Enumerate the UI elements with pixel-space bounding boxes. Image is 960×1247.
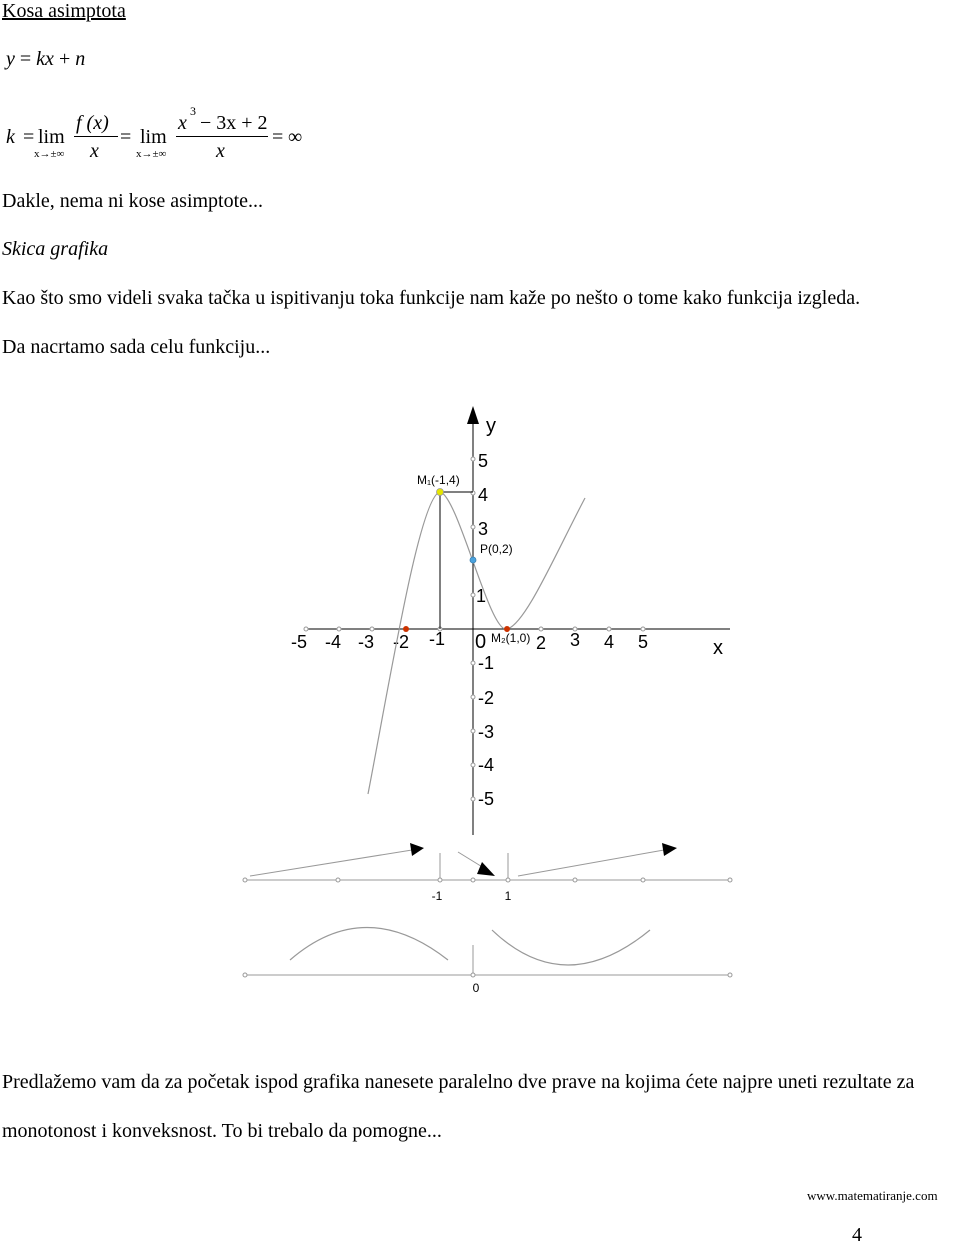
paragraph-help: monotonost i konveksnost. To bi trebalo da pomogne... (2, 1120, 442, 1142)
monotonicity-tick (506, 878, 510, 882)
paragraph-suggestion: Predlažemo vam da za početak ispod grafika nanesete paralelno dve prave na kojima ćete najpre uneti rezultate za (2, 1071, 915, 1093)
y-tick-label: -2 (478, 688, 495, 708)
lim-2: lim (140, 126, 167, 148)
fraction-1-numerator: f (x) (76, 112, 109, 134)
y-axis-label: y (486, 415, 496, 437)
local-maximum-point (437, 489, 444, 496)
y-tick-label: 4 (478, 485, 489, 505)
x-tick-label: -4 (324, 632, 342, 652)
fraction-1-bar (74, 136, 118, 137)
y-tick-label: -1 (478, 653, 495, 673)
max-point-label: M₁(-1,4) (417, 473, 460, 487)
convexity-strip (243, 928, 732, 996)
monotonicity-tick (728, 878, 732, 882)
eq-sign-3: = (272, 126, 284, 148)
y-tick-mark (471, 593, 475, 597)
formula-kx: kx (36, 48, 54, 70)
convexity-label: 0 (472, 981, 480, 995)
decreasing-arrow (458, 852, 484, 868)
section-title-oblique-asymptote: Kosa asimptota (2, 0, 126, 22)
fraction-2-numerator-base: x (178, 112, 187, 134)
concave-arc (290, 928, 448, 961)
y-tick-mark (471, 729, 475, 733)
convexity-tick (728, 973, 732, 977)
y-tick-mark (471, 661, 475, 665)
fraction-2-denominator: x (216, 140, 225, 162)
formula-n: n (75, 48, 86, 70)
monotonicity-tick (573, 878, 577, 882)
arrow-down-icon (477, 862, 495, 876)
y-tick-labels (476, 451, 494, 809)
k-symbol: k (6, 126, 15, 148)
x-tick-label: -2 (392, 632, 410, 652)
fraction-2-numerator-rest: − 3x + 2 (200, 112, 268, 134)
y-tick-label: 3 (478, 519, 489, 539)
arrow-up-icon (662, 843, 677, 856)
zero-point-left (403, 626, 409, 632)
x-tick-labels (291, 629, 648, 653)
y-tick-label: -4 (478, 755, 495, 775)
website-link[interactable]: www.matematiranje.com (807, 1188, 938, 1203)
x-tick-mark (641, 627, 645, 631)
fraction-2-bar (176, 136, 268, 137)
y-tick-mark (471, 797, 475, 801)
arrow-up-icon (410, 843, 424, 856)
x-tick-label: 3 (569, 630, 581, 650)
x-tick-label: 5 (637, 632, 649, 652)
fraction-2-numerator-exponent: 3 (190, 104, 196, 118)
y-tick-mark (471, 457, 475, 461)
x-tick-mark (607, 627, 611, 631)
convexity-tick (243, 973, 247, 977)
x-tick-label: 4 (603, 632, 615, 652)
monotonicity-tick (243, 878, 247, 882)
x-tick-mark (539, 627, 543, 631)
paragraph-intro: Kao što smo videli svaka tačka u ispitivanju toka funkcije nam kaže po nešto o tome kako funkcija izgleda. (2, 287, 861, 309)
monotonicity-label-right: 1 (504, 889, 512, 903)
y-tick-mark (471, 763, 475, 767)
section-title-sketch: Skica grafika (2, 238, 109, 260)
function-graph (0, 390, 960, 1010)
x-tick-mark (337, 627, 341, 631)
monotonicity-tick (641, 878, 645, 882)
eq-sign-1: = (23, 126, 35, 148)
monotonicity-tick (336, 878, 340, 882)
formula-plus: + (58, 48, 71, 70)
infinity-symbol: ∞ (288, 126, 303, 148)
y-intercept-label: P(0,2) (480, 542, 513, 556)
y-tick-label: -5 (478, 789, 495, 809)
lim-2-subscript: x→±∞ (136, 148, 167, 160)
page-number: 4 (852, 1224, 862, 1246)
x-tick-label: -3 (357, 632, 375, 652)
x-tick-mark (304, 627, 308, 631)
fraction-1-denominator: x (90, 140, 99, 162)
monotonicity-tick (471, 878, 475, 882)
eq-sign-2: = (120, 126, 132, 148)
y-tick-label: 5 (478, 451, 489, 471)
y-tick-label: 1 (476, 586, 487, 606)
y-tick-mark (471, 525, 475, 529)
formula-y: y (6, 48, 15, 70)
x-tick-label: 2 (535, 633, 547, 653)
x-axis-label: x (713, 637, 723, 659)
limit-formula (0, 104, 320, 162)
paragraph-draw: Da nacrtamo sada celu funkciju... (2, 336, 271, 358)
paragraph-no-oblique-asymptote: Dakle, nema ni kose asimptote... (2, 190, 264, 212)
x-tick-mark (370, 627, 374, 631)
convexity-tick (471, 973, 475, 977)
y-tick-mark (471, 695, 475, 699)
monotonicity-label-left: -1 (431, 889, 443, 903)
increasing-arrow-right (518, 850, 664, 876)
y-intercept-point (470, 557, 476, 563)
origin-label: 0 (475, 631, 487, 653)
asymptote-formula (6, 48, 85, 71)
convex-arc (492, 930, 650, 965)
monotonicity-tick (438, 878, 442, 882)
lim-1-subscript: x→±∞ (34, 148, 65, 160)
lim-1: lim (38, 126, 65, 148)
formula-eq: = (19, 48, 32, 70)
y-tick-label: -3 (478, 722, 495, 742)
x-tick-label: -1 (428, 629, 446, 649)
increasing-arrow-left (250, 850, 412, 876)
min-point-label: M₂(1,0) (491, 631, 531, 645)
monotonicity-strip (243, 843, 732, 903)
x-tick-label: -5 (290, 632, 308, 652)
y-axis-arrow-icon (467, 406, 479, 424)
